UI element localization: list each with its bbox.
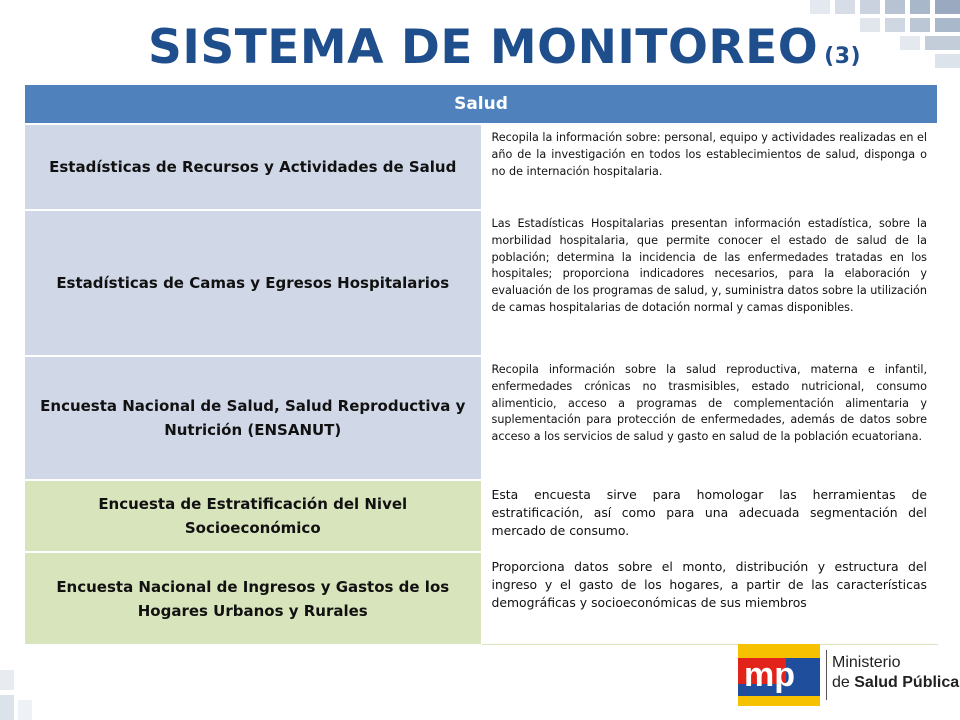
row-name: Encuesta Nacional de Ingresos y Gastos de los Hogares Urbanos y Rurales: [25, 552, 482, 644]
row-description: Recopila información sobre la salud reproductiva, materna e infantil, enfermedades crónicas no trasmisibles, estado nutricional, consumo alimenticio, acceso a programas de complementación alimentaria y suplementación para protección de enfermedades, además de datos sobre acceso a los servicios de salud y gasto en salud de la población ecuatoriana.: [481, 356, 938, 480]
row-description: Esta encuesta sirve para homologar las herramientas de estratificación, así como para una adecuada segmentación del mercado de consumo.: [481, 480, 938, 552]
row-name: Estadísticas de Camas y Egresos Hospitalarios: [25, 210, 482, 356]
table-header-row: [25, 85, 938, 125]
table-row: [25, 210, 938, 356]
row-description: Las Estadísticas Hospitalarias presentan información estadística, sobre la morbilidad hospitalaria, que permite conocer el estado de salud de la población; determina la incidencia de las enfermedades tratadas en los hospitales; proporciona indicadores necesarios, para la elaboración y evaluación de los programas de salud, y, suministra datos sobre la utilización de camas hospitalarias de dotación normal y camas disponibles.: [481, 210, 938, 356]
logo-line2-prefix: de: [832, 674, 850, 691]
row-name: Estadísticas de Recursos y Actividades de Salud: [25, 124, 482, 210]
table-row: [25, 552, 938, 644]
row-name: Encuesta de Estratificación del Nivel Socioeconómico: [25, 480, 482, 552]
table-row: [25, 124, 938, 210]
row-description: Proporciona datos sobre el monto, distribución y estructura del ingreso y el gasto de los hogares, a partir de las características demográficas y socioeconómicas de sus miembros: [481, 552, 938, 644]
logo-line2-bold: Salud Pública: [854, 674, 960, 691]
page-title-text: SISTEMA DE MONITOREO: [148, 20, 819, 75]
logo-line1: Ministerio: [832, 654, 901, 671]
logo-divider: [826, 650, 827, 700]
row-name: Encuesta Nacional de Salud, Salud Reproductiva y Nutrición (ENSANUT): [25, 356, 482, 480]
health-systems-table: [24, 84, 938, 645]
row-description: Recopila la información sobre: personal, equipo y actividades realizadas en el año de la investigación en todos los establecimientos de salud, disponga o no de internación hospitalaria.: [481, 124, 938, 210]
table-header: Salud: [25, 85, 938, 125]
page-title: [148, 22, 861, 74]
table-row: [25, 480, 938, 552]
logo-mark-text: mp: [744, 656, 795, 694]
page-title-number: (3): [824, 44, 862, 69]
logo-line2: [832, 674, 959, 692]
table-row: [25, 356, 938, 480]
ministry-logo: [738, 642, 960, 708]
ministry-logo-icon: [738, 644, 820, 706]
